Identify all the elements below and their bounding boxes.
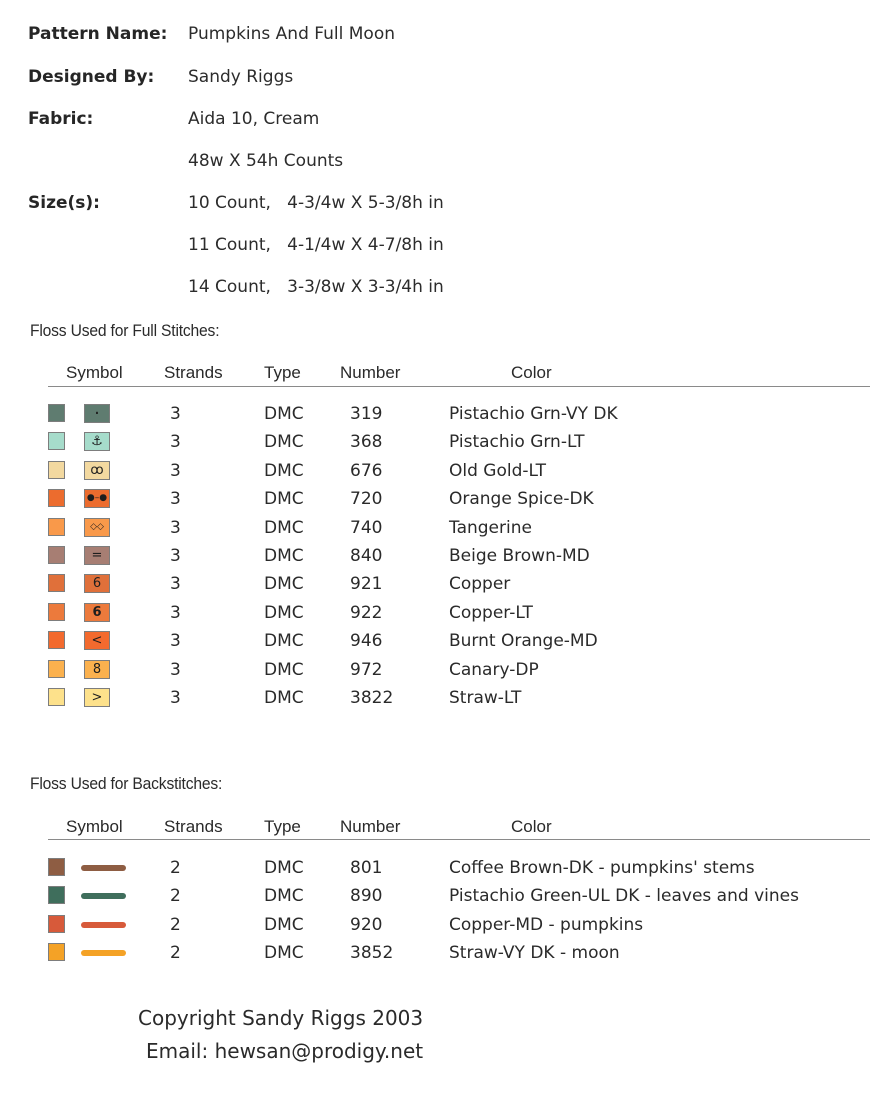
table-row — [0, 430, 870, 458]
fabric-label: Fabric: — [28, 109, 94, 129]
symbol-glyph: ●–● — [86, 493, 108, 504]
dumbbell-icon — [84, 489, 110, 508]
type-cell: DMC — [264, 688, 304, 708]
type-cell: DMC — [264, 602, 304, 623]
number-cell: 922 — [350, 602, 383, 623]
color-swatch — [48, 404, 65, 422]
strands-cell: 3 — [170, 659, 181, 680]
number-cell: 720 — [350, 489, 383, 510]
less-than-icon — [84, 631, 110, 650]
number-cell: 3822 — [350, 688, 394, 708]
sizes-label: Size(s): — [28, 193, 100, 213]
color-swatch — [48, 858, 65, 876]
color-swatch — [48, 631, 65, 649]
number-cell: 801 — [350, 858, 383, 878]
header-divider — [48, 839, 870, 840]
table-row — [0, 658, 870, 686]
color-name-cell: Copper-LT — [449, 602, 533, 623]
color-name-cell: Tangerine — [449, 517, 532, 538]
color-swatch — [48, 603, 65, 621]
col-strands: Strands — [164, 817, 223, 836]
backstitch-line-icon — [81, 950, 126, 956]
color-swatch — [48, 660, 65, 678]
email-text: Email: hewsan@prodigy.net — [146, 1039, 424, 1063]
strands-cell: 3 — [170, 432, 181, 453]
stitch-counts: 48w X 54h Counts — [188, 151, 344, 171]
strands-cell: 3 — [170, 404, 181, 424]
color-swatch — [48, 461, 65, 479]
color-name-cell: Pistachio Green-UL DK - leaves and vines — [449, 886, 799, 907]
double-diamond-icon — [84, 518, 110, 537]
number-cell: 840 — [350, 546, 383, 566]
color-swatch — [48, 518, 65, 536]
col-number: Number — [340, 363, 401, 382]
col-strands: Strands — [164, 363, 223, 382]
color-swatch — [48, 546, 65, 564]
copyright-text: Copyright Sandy Riggs 2003 — [138, 1006, 424, 1030]
type-cell: DMC — [264, 631, 304, 652]
color-swatch — [48, 489, 65, 507]
type-cell: DMC — [264, 886, 304, 907]
strands-cell: 2 — [170, 943, 181, 964]
col-color: Color — [511, 363, 552, 382]
type-cell: DMC — [264, 460, 304, 481]
type-cell: DMC — [264, 489, 304, 510]
color-name-cell: Pistachio Grn-VY DK — [449, 404, 618, 424]
type-cell: DMC — [264, 858, 304, 878]
number-cell: 740 — [350, 517, 383, 538]
table-row — [0, 913, 870, 941]
table-row — [0, 459, 870, 487]
greater-than-icon — [84, 688, 110, 707]
color-name-cell: Beige Brown-MD — [449, 546, 590, 566]
color-name-cell: Straw-VY DK - moon — [449, 943, 620, 964]
col-color: Color — [511, 817, 552, 836]
designed-by: Sandy Riggs — [188, 67, 294, 87]
eight-icon — [84, 660, 110, 679]
color-swatch — [48, 432, 65, 450]
color-name-cell: Copper-MD - pumpkins — [449, 914, 644, 935]
type-cell: DMC — [264, 546, 304, 566]
table-row — [0, 516, 870, 544]
strands-cell: 3 — [170, 517, 181, 538]
number-cell: 676 — [350, 460, 383, 481]
type-cell: DMC — [264, 914, 304, 935]
symbol-glyph: 8 — [92, 661, 102, 677]
color-swatch — [48, 886, 65, 904]
six-icon — [84, 574, 110, 593]
symbol-glyph: < — [91, 633, 103, 649]
color-swatch — [48, 574, 65, 592]
number-cell: 921 — [350, 574, 383, 595]
strands-cell: 2 — [170, 886, 181, 907]
color-name-cell: Pistachio Grn-LT — [449, 432, 585, 453]
size-11-count: 11 Count, 4-1/4w X 4-7/8h in — [188, 235, 444, 255]
table-row — [0, 884, 870, 912]
type-cell: DMC — [264, 404, 304, 424]
equals-icon — [84, 546, 110, 565]
col-symbol: Symbol — [66, 817, 123, 836]
color-name-cell: Straw-LT — [449, 688, 522, 708]
trefoil-circles-icon — [84, 461, 110, 480]
table-row — [0, 856, 870, 884]
symbol-glyph: ⚓ — [91, 434, 103, 450]
number-cell: 319 — [350, 404, 383, 424]
pattern-name-label: Pattern Name: — [28, 24, 168, 44]
number-cell: 3852 — [350, 943, 394, 964]
col-symbol: Symbol — [66, 363, 123, 382]
strands-cell: 3 — [170, 602, 181, 623]
size-14-count: 14 Count, 3-3/8w X 3-3/4h in — [188, 277, 444, 297]
fabric: Aida 10, Cream — [188, 109, 320, 129]
size-10-count: 10 Count, 4-3/4w X 5-3/8h in — [188, 193, 444, 213]
type-cell: DMC — [264, 517, 304, 538]
table-row — [0, 544, 870, 572]
color-swatch — [48, 915, 65, 933]
strands-cell: 3 — [170, 574, 181, 595]
pattern-name: Pumpkins And Full Moon — [188, 24, 395, 44]
symbol-glyph: ◇◇ — [90, 521, 104, 532]
full-stitches-title: Floss Used for Full Stitches: — [30, 321, 220, 340]
color-name-cell: Copper — [449, 574, 511, 595]
six-filled-icon — [84, 603, 110, 622]
table-row — [0, 572, 870, 600]
table-row — [0, 941, 870, 969]
symbol-glyph: 6 — [92, 604, 102, 620]
color-name-cell: Burnt Orange-MD — [449, 631, 598, 652]
number-cell: 946 — [350, 631, 383, 652]
color-name-cell: Canary-DP — [449, 659, 539, 680]
strands-cell: 3 — [170, 688, 181, 708]
backstitch-line-icon — [81, 893, 126, 899]
backstitch-line-icon — [81, 865, 126, 871]
color-name-cell: Orange Spice-DK — [449, 489, 594, 510]
color-swatch — [48, 688, 65, 706]
col-type: Type — [264, 817, 301, 836]
table-row — [0, 686, 870, 714]
strands-cell: 3 — [170, 489, 181, 510]
backstitches-title: Floss Used for Backstitches: — [30, 774, 223, 793]
strands-cell: 3 — [170, 631, 181, 652]
dot-icon — [84, 404, 110, 423]
symbol-glyph: > — [91, 690, 103, 705]
strands-cell: 2 — [170, 914, 181, 935]
table-row — [0, 402, 870, 430]
table-row — [0, 629, 870, 657]
table-row — [0, 487, 870, 515]
type-cell: DMC — [264, 574, 304, 595]
col-number: Number — [340, 817, 401, 836]
symbol-glyph: ꝏ — [90, 462, 104, 478]
type-cell: DMC — [264, 432, 304, 453]
color-name-cell: Old Gold-LT — [449, 460, 547, 481]
strands-cell: 3 — [170, 460, 181, 481]
symbol-glyph: · — [94, 402, 100, 424]
type-cell: DMC — [264, 659, 304, 680]
number-cell: 890 — [350, 886, 383, 907]
anchor-icon — [84, 432, 110, 451]
color-name-cell: Coffee Brown-DK - pumpkins' stems — [449, 858, 755, 878]
table-row — [0, 601, 870, 629]
col-type: Type — [264, 363, 301, 382]
number-cell: 368 — [350, 432, 383, 453]
designed-by-label: Designed By: — [28, 67, 155, 87]
strands-cell: 3 — [170, 546, 181, 566]
number-cell: 972 — [350, 659, 383, 680]
type-cell: DMC — [264, 943, 304, 964]
color-swatch — [48, 943, 65, 961]
backstitch-line-icon — [81, 922, 126, 928]
header-divider — [48, 386, 870, 387]
number-cell: 920 — [350, 914, 383, 935]
symbol-glyph: = — [91, 548, 103, 563]
strands-cell: 2 — [170, 858, 181, 878]
symbol-glyph: 6 — [92, 576, 102, 592]
